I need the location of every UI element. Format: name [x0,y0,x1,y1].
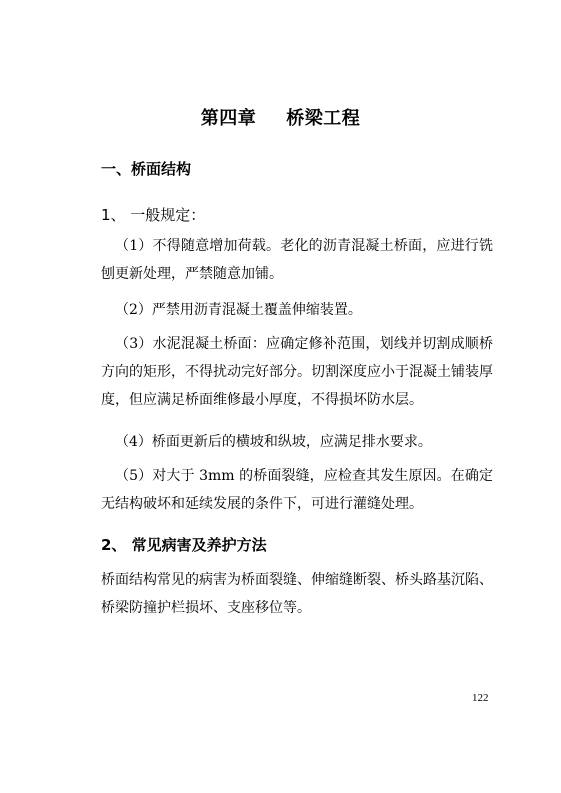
rule-3: （3）水泥混凝土桥面：应确定修补范围，划线并切割成顺桥方向的矩形，不得扰动完好部分。切割深度应小于混凝土铺装厚度，但应满足桥面维修最小厚度，不得损坏防水层。 [101,336,493,408]
defects-paragraph: 桥面结构常见的病害为桥面裂缝、伸缩缝断裂、桥头路基沉陷、桥梁防撞护栏损坏、支座移位等。 [101,572,493,616]
subsection-heading-general: 1、 一般规定： [101,206,206,224]
rule-1: （1）不得随意增加荷载。老化的沥青混凝土桥面，应进行铣刨更新处理，严禁随意加铺。 [101,238,493,282]
rule-2: （2）严禁用沥青混凝土覆盖伸缩装置。 [115,302,362,318]
section-heading-bridge-deck: 一、桥面结构 [101,160,192,178]
rule-5: （5）对大于 3mm 的桥面裂缝，应检查其发生原因。在确定无结构破坏和延续发展的条件下，可进行灌缝处理。 [101,468,493,512]
chapter-number: 第四章 [200,108,257,129]
chapter-name: 桥梁工程 [286,108,361,129]
rule-4: （4）桥面更新后的横坡和纵坡，应满足排水要求。 [115,434,432,450]
chapter-title [0,104,561,130]
page-number: 122 [472,692,489,704]
subsection-heading-common-defects: 2、 常见病害及养护方法 [101,536,267,554]
